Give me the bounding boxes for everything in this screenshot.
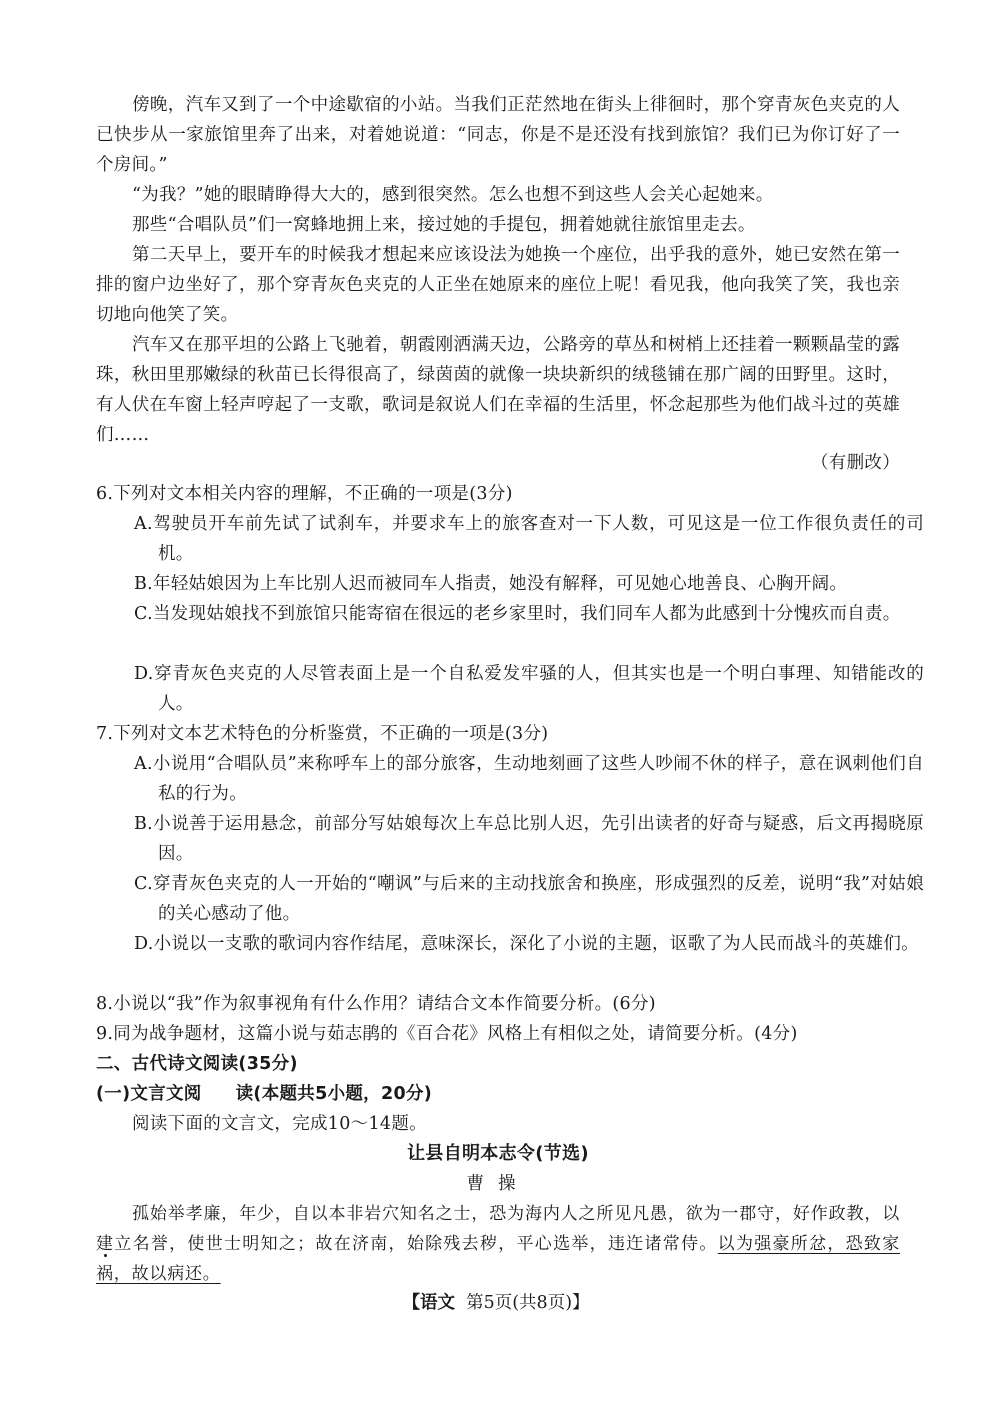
footer-page-number: 第5页(共8页)】: [466, 1293, 590, 1313]
question-7-option-c: C.穿青灰色夹克的人一开始的“嘲讽”与后来的主动找旅舍和换座，形成强烈的反差，说明“我”对姑娘的关心感动了他。: [134, 874, 924, 924]
story-paragraph-1: 傍晚，汽车又到了一个中途歇宿的小站。当我们正茫然地在街头上徘徊时，那个穿青灰色夹克的人已快步从一家旅馆里奔了出来，对着她说道：“同志，你是不是还没有找到旅馆？我们已为你订好了一个房间。”: [96, 95, 900, 175]
subsection-heading: [96, 1079, 900, 1109]
story-paragraph-5: 汽车又在那平坦的公路上飞驰着，朝霞刚洒满天边，公路旁的草丛和树梢上还挂着一颗颗晶莹的露珠，秋田里那嫩绿的秋苗已长得很高了，绿茵茵的就像一块块新织的绒毯铺在那广阔的田野里。这时，有人伏在车窗上轻声哼起了一支歌，歌词是叙说人们在幸福的生活里，怀念起那些为他们战斗过的英雄们……: [96, 335, 900, 445]
passage-text-1: 孤始举孝廉，年少，自以本非岩穴知名之士，恐为海内人之所见凡愚，欲为一郡守，好作政教，以: [132, 1204, 900, 1224]
question-6-option-c: C.当发现姑娘找不到旅馆只能寄宿在很远的老乡家里时，我们同车人都为此感到十分愧疚而自责。: [134, 604, 901, 624]
passage-text-2: 立名誉，使世士明知之；故在济南，始除残去秽，平心选举，违迕诸常侍。: [114, 1234, 718, 1254]
question-6-option-a: A.驾驶员开车前先试了试刹车，并要求车上的旅客查对一下人数，可见这是一位工作很负责任的司机。: [134, 514, 924, 564]
question-7-option-b: B.小说善于运用悬念，前部分写姑娘每次上车总比别人迟，先引出读者的好奇与疑惑，后文再揭晓原因。: [134, 814, 924, 864]
passage-title: 让县自明本志令(节选): [407, 1143, 589, 1164]
question-7-stem: 7.下列对文本艺术特色的分析鉴赏，不正确的一项是(3分): [96, 724, 549, 744]
underlined-sentence: 以为强豪所忿，恐致家祸，故以病还。: [96, 1234, 901, 1284]
subsection-label: (一)文言文阅: [96, 1084, 202, 1104]
story-paragraph-2: “为我？”她的眼睛睁得大大的，感到很突然。怎么也想不到这些人会关心起她来。: [132, 185, 774, 205]
question-7-option-d: D.小说以一支歌的歌词内容作结尾，意味深长，深化了小说的主题，讴歌了为人民而战斗的英雄们。: [134, 934, 919, 954]
question-7-option-a: A.小说用“合唱队员”来称呼车上的部分旅客，生动地刻画了这些人吵闹不休的样子，意在讽刺他们自私的行为。: [134, 754, 924, 804]
story-paragraph-3: 那些“合唱队员”们一窝蜂地拥上来，接过她的手提包，拥着她就往旅馆里走去。: [132, 215, 756, 235]
question-8: 8.小说以“我”作为叙事视角有什么作用？请结合文本作简要分析。(6分): [96, 994, 656, 1014]
passage-author: 曹操: [466, 1174, 530, 1194]
page-footer: [0, 1288, 992, 1318]
story-paragraph-4: 第二天早上，要开车的时候我才想起来应该设法为她换一个座位，出乎我的意外，她已安然在第一排的窗户边坐好了，那个穿青灰色夹克的人正坐在她原来的座位上呢！看见我，他向我笑了笑，我也亲切地向他笑了笑。: [96, 245, 900, 325]
subsection-label-2: 读(本题共5小题，20分): [235, 1084, 433, 1104]
emphasis-dot-char: 建: [96, 1234, 115, 1254]
source-note: （有删改）: [811, 453, 900, 473]
reading-instruction: 阅读下面的文言文，完成10～14题。: [132, 1114, 427, 1134]
question-6-option-b: B.年轻姑娘因为上车比别人迟而被同车人指责，她没有解释，可见她心地善良、心胸开阔。: [134, 574, 848, 594]
footer-subject: 【语文: [402, 1293, 455, 1313]
section-2-heading: 二、古代诗文阅读(35分): [96, 1054, 298, 1074]
question-6-stem: 6.下列对文本相关内容的理解，不正确的一项是(3分): [96, 484, 513, 504]
question-6-option-d: D.穿青灰色夹克的人尽管表面上是一个自私爱发牢骚的人，但其实也是一个明白事理、知错能改的人。: [134, 664, 924, 714]
question-9: 9.同为战争题材，这篇小说与茹志鹃的《百合花》风格上有相似之处，请简要分析。(4分): [96, 1024, 798, 1044]
classical-passage: [96, 1199, 900, 1289]
